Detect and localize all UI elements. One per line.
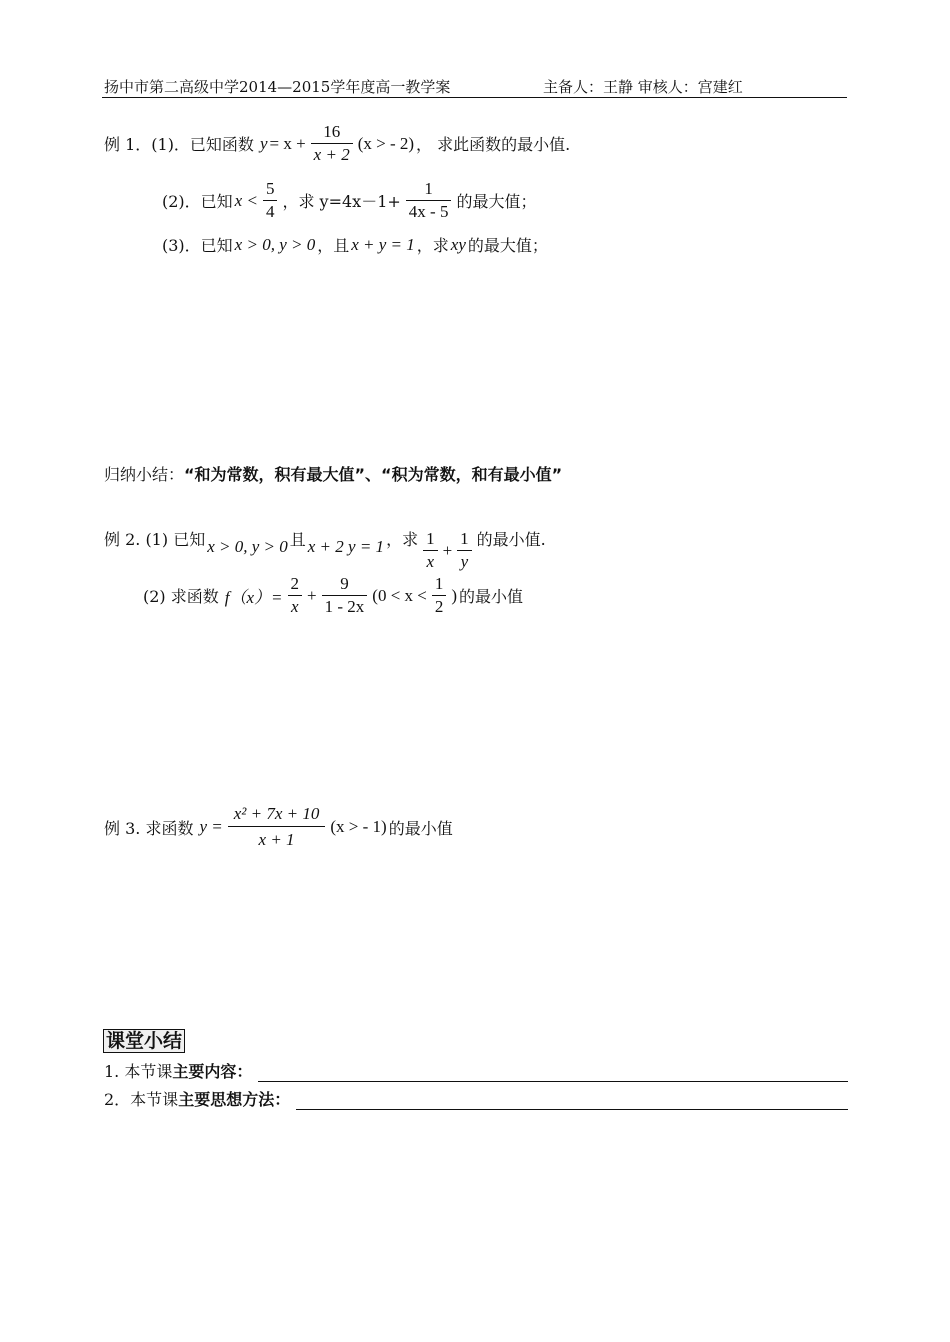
ex1-p2-question: 的最大值；: [456, 192, 537, 211]
ex2-p2-condition-fraction: [432, 574, 447, 617]
ex2-p2-fraction-2: [322, 574, 368, 617]
example-1-part-3: [162, 233, 548, 256]
ex1-p2-fraction: [406, 179, 452, 222]
conclusion-text: “和为常数，积有最大值”、“积为常数，和有最小值”: [184, 465, 563, 484]
ex2-p1-constraint: x + 2 y = 1: [307, 536, 385, 556]
example-2-label: 例 2. (1) 已知: [104, 530, 206, 549]
ex2-p2-condition-right: ): [451, 585, 458, 605]
summary-title: 课堂小结: [103, 1029, 185, 1053]
ex1-p1-fraction: [311, 122, 353, 165]
ex1-p2-condition-lhs: x <: [234, 190, 258, 210]
ex2-p1-and: 且: [289, 530, 306, 549]
fraction-denominator: 1 - 2x: [324, 597, 365, 616]
summary-item-1-prefix: 1. 本节课: [104, 1062, 173, 1081]
ex2-p2-function-name: f（x）=: [224, 588, 283, 607]
conclusion-label: 归纳小结：: [104, 465, 185, 484]
ex1-p2-label: (2)．已知: [162, 192, 233, 211]
fraction-numerator: 16: [323, 122, 341, 141]
fraction-denominator: x: [426, 552, 435, 571]
ex1-p1-condition: (x > - 2): [357, 133, 415, 153]
fraction-denominator: x + 1: [258, 830, 295, 849]
ex1-p1-question: ， 求此函数的最小值.: [416, 135, 571, 154]
fraction-denominator: 2: [434, 597, 444, 616]
ex2-p1-question: 的最小值.: [476, 530, 546, 549]
ex1-p3-question: 的最大值；: [467, 236, 548, 255]
example-2-part-1: [104, 505, 546, 572]
summary-item-2: [104, 1087, 848, 1110]
header-rule: [102, 97, 847, 98]
summary-item-2-prefix: 2．本节课: [104, 1090, 179, 1109]
fraction-numerator: 2: [290, 574, 300, 593]
ex2-p1-fraction-1: [423, 529, 438, 572]
fraction-denominator: x + 2: [313, 145, 350, 164]
summary-item-1-bold: 主要内容：: [172, 1062, 253, 1081]
ex1-p3-product: xy: [450, 234, 466, 254]
summary-item-2-bold: 主要思想方法：: [178, 1090, 291, 1109]
ex1-p1-eq: = x +: [269, 133, 306, 153]
example-1-part-1: [104, 122, 570, 165]
fraction-denominator: x: [290, 597, 299, 616]
fraction-numerator: 1: [426, 529, 435, 548]
summary-item-1: [104, 1059, 848, 1082]
ex3-condition: (x > - 1): [330, 817, 387, 836]
ex2-p1-plus: +: [442, 540, 453, 560]
fraction-numerator: 5: [265, 179, 275, 198]
fraction-denominator: y: [460, 552, 469, 571]
conclusion: [104, 462, 562, 485]
ex2-p1-fraction-2: [457, 529, 472, 572]
header-authors: 主备人：王静 审核人：宫建红: [543, 78, 743, 96]
ex3-fraction: [228, 804, 326, 850]
ex2-p2-question: 的最小值: [459, 587, 524, 606]
ex1-p3-condition: x > 0, y > 0: [234, 234, 316, 254]
ex1-p3-seek: ，求: [416, 236, 449, 255]
ex1-p3-and: ，且: [317, 236, 350, 255]
summary-item-2-blank[interactable]: [296, 1093, 848, 1110]
ex2-p2-fraction-1: [288, 574, 303, 617]
ex3-question: 的最小值: [388, 818, 453, 838]
example-1-label: 例 1．(1)．已知函数: [104, 135, 254, 154]
fraction-denominator: 4: [265, 202, 275, 221]
fraction-numerator: 1: [434, 574, 444, 593]
summary-item-1-blank[interactable]: [258, 1065, 848, 1082]
ex3-lhs: y =: [199, 817, 223, 836]
ex1-p3-constraint: x + y = 1: [351, 234, 415, 254]
ex2-p2-plus: +: [307, 585, 317, 605]
fraction-numerator: 9: [340, 574, 349, 593]
fraction-denominator: 4x - 5: [408, 202, 449, 221]
header-school-title: 扬中市第二高级中学2014—2015学年度高一教学案: [104, 78, 451, 96]
example-2-part-2: [143, 574, 523, 617]
ex2-p1-seek: ，求: [386, 530, 419, 549]
ex2-p2-condition-left: (0 < x <: [372, 585, 427, 605]
fraction-numerator: 1: [460, 529, 469, 548]
ex2-p2-label: (2) 求函数: [143, 587, 219, 606]
example-1-part-2: [162, 179, 536, 222]
ex1-p1-lhs: y: [259, 133, 268, 153]
fraction-numerator: 1: [424, 179, 433, 198]
fraction-numerator: x² + 7x + 10: [233, 804, 320, 823]
example-3: [104, 804, 453, 850]
example-3-label: 例 3. 求函数: [104, 818, 194, 838]
ex1-p2-function: ，求 y=4x－1+: [282, 192, 401, 211]
ex1-p2-condition-fraction: [263, 179, 278, 222]
ex2-p1-condition: x > 0, y > 0: [207, 536, 288, 556]
ex1-p3-label: (3)．已知: [162, 236, 233, 255]
